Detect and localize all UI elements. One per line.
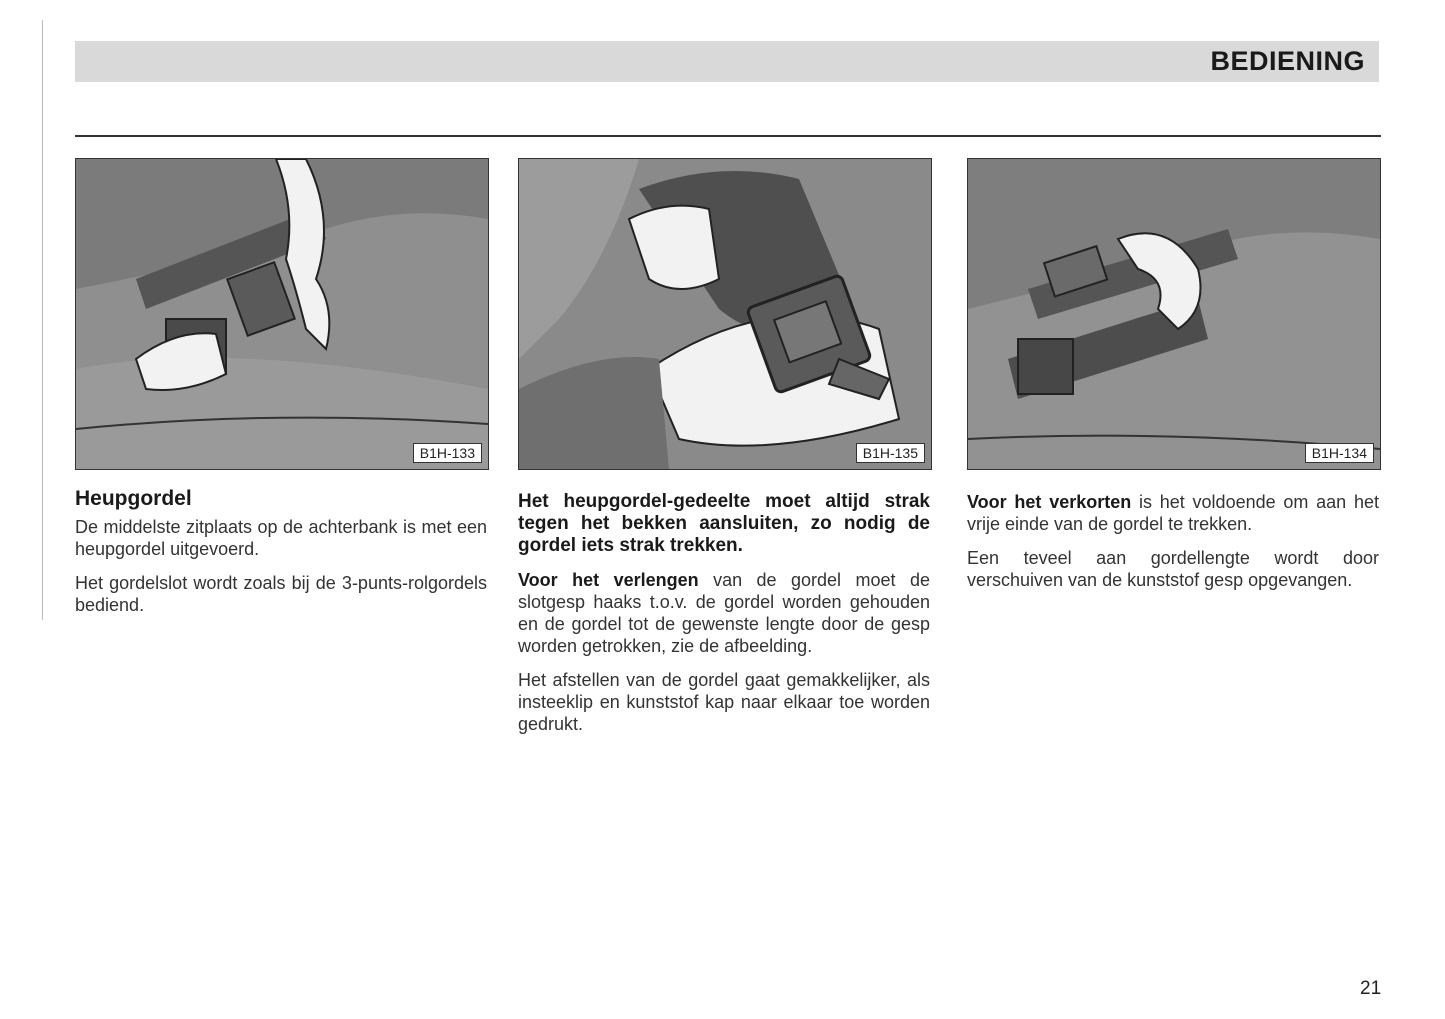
figure-b1h-135 bbox=[518, 158, 932, 470]
section-header-band bbox=[75, 41, 1379, 82]
paragraph bbox=[518, 569, 930, 657]
column-verlengen bbox=[518, 491, 930, 747]
seatbelt-shorten-illustration bbox=[968, 159, 1380, 469]
seatbelt-adjust-illustration bbox=[519, 159, 931, 469]
figure-label: B1H-135 bbox=[856, 443, 925, 463]
margin-line bbox=[42, 20, 43, 620]
paragraph: Het gordelslot wordt zoals bij de 3-punts-rolgordels bediend. bbox=[75, 573, 487, 615]
paragraph: Een teveel aan gordellengte wordt door verschuiven van de kunststof gesp opgevangen. bbox=[967, 548, 1379, 590]
seatbelt-buckle-illustration bbox=[76, 159, 488, 469]
paragraph: De middelste zitplaats op de achterbank is met een heupgordel uitgevoerd. bbox=[75, 517, 487, 559]
column-heupgordel bbox=[75, 488, 487, 628]
section-title: BEDIENING bbox=[1210, 46, 1365, 76]
figure-label: B1H-133 bbox=[413, 443, 482, 463]
figure-label: B1H-134 bbox=[1305, 443, 1374, 463]
paragraph bbox=[967, 491, 1379, 535]
column-verkorten bbox=[967, 491, 1379, 603]
page-number: 21 bbox=[1360, 978, 1382, 999]
header-rule bbox=[75, 135, 1381, 137]
figure-b1h-133 bbox=[75, 158, 489, 470]
body-text: van de gordel moet de slotgesp haaks t.o.v. de gordel worden gehouden en de gordel tot de gewenste lengte door de gesp worden getrokken, zie de afbeelding. bbox=[518, 570, 930, 656]
heading-heupgordel: Heupgordel bbox=[75, 487, 192, 510]
warning-paragraph: Het heupgordel-gedeelte moet altijd strak tegen het bekken aansluiten, zo nodig de gordel iets strak trekken. bbox=[518, 491, 930, 556]
paragraph: Het afstellen van de gordel gaat gemakkelijker, als insteeklip en kunststof kap naar elkaar toe worden gedrukt. bbox=[518, 670, 930, 734]
body-text: is het voldoende om aan het vrije einde van de gordel te trekken. bbox=[967, 492, 1379, 534]
lead-text: Voor het verlengen bbox=[518, 570, 699, 590]
figure-b1h-134 bbox=[967, 158, 1381, 470]
lead-text: Voor het verkorten bbox=[967, 492, 1132, 512]
